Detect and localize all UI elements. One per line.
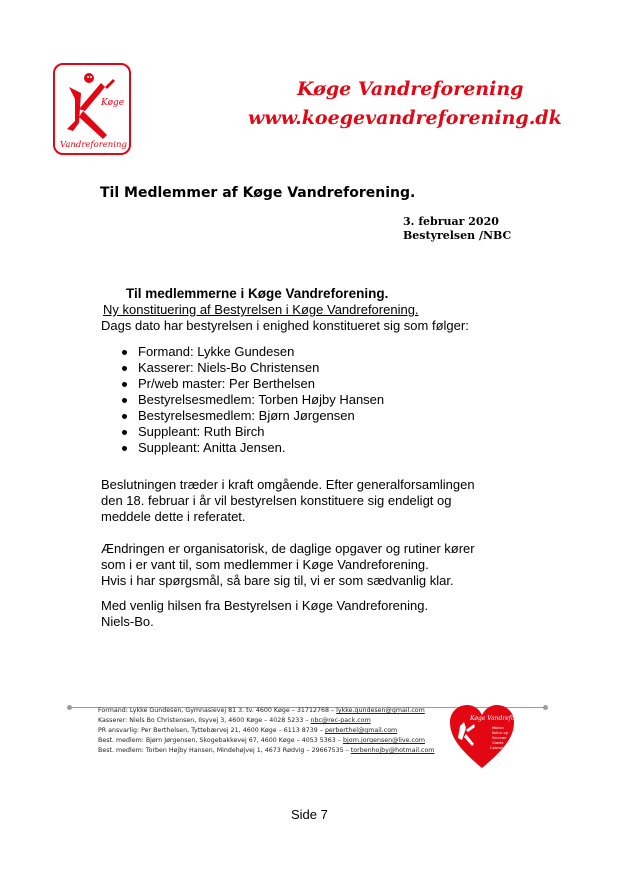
svg-text:Glæde: Glæde bbox=[492, 741, 504, 745]
heart-logo-icon bbox=[448, 704, 535, 770]
divider-end-icon bbox=[543, 705, 548, 710]
signature: Niels-Bo. bbox=[101, 614, 154, 629]
heart-logo-text: Køge Vandreforening bbox=[470, 715, 535, 722]
bullet-icon bbox=[122, 430, 127, 435]
contact-email-link[interactable]: bjorn.jorgensen@live.com bbox=[342, 737, 425, 744]
footer-contact-line bbox=[98, 726, 397, 736]
org-name: Køge Vandreforening bbox=[297, 78, 524, 100]
club-logo bbox=[53, 63, 131, 155]
contact-email-link[interactable]: nbc@rec-pack.com bbox=[310, 717, 371, 724]
list-item bbox=[118, 344, 384, 360]
role-text: Pr/web master: Per Berthelsen bbox=[138, 376, 316, 391]
contact-text: Best. medlem: Torben Højby Hansen, Mindehøjvej 1, 4673 Rødvig – 29667535 – bbox=[98, 747, 351, 754]
bullet-icon bbox=[122, 350, 127, 355]
footer-contact-line bbox=[98, 706, 425, 716]
letter-heading: Til medlemmerne i Køge Vandreforening. bbox=[126, 286, 389, 301]
paragraph-line: Beslutningen træder i kraft omgående. Efter generalforsamlingen bbox=[101, 477, 475, 492]
footer-contact-line bbox=[98, 746, 434, 756]
recipient-line: Til Medlemmer af Køge Vandreforening. bbox=[100, 185, 416, 201]
paragraph-line: som i er vant til, som medlemmer i Køge Vandreforening. bbox=[101, 557, 429, 572]
role-text: Bestyrelsesmedlem: Torben Højby Hansen bbox=[138, 392, 385, 407]
contact-text: Kasserer: Niels Bo Christensen, Ilsyvej 3, 4600 Køge – 4028 5233 – bbox=[98, 717, 311, 724]
role-text: Formand: Lykke Gundesen bbox=[138, 344, 295, 359]
list-item bbox=[118, 424, 384, 440]
letter-intro: Dags dato har bestyrelsen i enighed konstitueret sig som følger: bbox=[101, 318, 469, 333]
bullet-icon bbox=[122, 366, 127, 371]
letter-subheading: Ny konstituering af Bestyrelsen i Køge Vandreforening. bbox=[103, 302, 419, 317]
letter-date: 3. februar 2020 bbox=[403, 215, 499, 228]
letter-sender: Bestyrelsen /NBC bbox=[403, 229, 512, 242]
footer-contact-line bbox=[98, 736, 425, 746]
contact-text: Formand: Lykke Gundesen, Gymnasievej 81 3. tv. 4600 Køge – 31712768 – bbox=[98, 707, 337, 714]
contact-email-link[interactable]: torbenhojby@hotmail.com bbox=[350, 747, 435, 754]
closing: Med venlig hilsen fra Bestyrelsen i Køge Vandreforening. bbox=[101, 598, 429, 613]
logo-caption: Vandreforening bbox=[60, 140, 127, 150]
contact-text: Best. medlem: Bjørn Jørgensen, Skogebakkevej 67, 4600 Køge – 4053 5363 – bbox=[98, 737, 343, 744]
bullet-icon bbox=[122, 446, 127, 451]
org-url: www.koegevandreforening.dk bbox=[248, 107, 562, 129]
paragraph-effective bbox=[101, 477, 475, 525]
paragraph-line: Ændringen er organisatorisk, de daglige opgaver og rutiner kører bbox=[101, 541, 475, 556]
board-roles-list bbox=[118, 344, 384, 456]
contact-email-link[interactable]: lykke.gundesen@gmail.com bbox=[336, 707, 425, 714]
list-item bbox=[118, 408, 384, 424]
role-text: Kasserer: Niels-Bo Christensen bbox=[138, 360, 320, 375]
hiker-logo-icon bbox=[55, 65, 129, 153]
paragraph-changes bbox=[101, 541, 475, 589]
role-text: Suppleant: Anitta Jensen. bbox=[138, 440, 286, 455]
svg-text:Kultur og: Kultur og bbox=[492, 731, 508, 735]
paragraph-line: Hvis i har spørgsmål, så bare sig til, vi er som sædvanlig klar. bbox=[101, 573, 454, 588]
role-text: Suppleant: Ruth Birch bbox=[138, 424, 265, 439]
page-number: Side 7 bbox=[291, 807, 328, 822]
svg-text:Samvær: Samvær bbox=[492, 736, 507, 740]
contact-text: PR ansvarlig: Per Berthelsen, Tyttebærvej 21, 4600 Køge – 6113 8739 – bbox=[98, 727, 325, 734]
paragraph-line: den 18. februar i år vil bestyrelsen konstituere sig endeligt og bbox=[101, 493, 452, 508]
footer-contact-line bbox=[98, 716, 371, 726]
list-item bbox=[118, 392, 384, 408]
list-item bbox=[118, 440, 384, 456]
list-item bbox=[118, 376, 384, 392]
svg-text:Motion: Motion bbox=[492, 726, 504, 730]
logo-koge-text: Køge bbox=[101, 98, 125, 108]
bullet-icon bbox=[122, 398, 127, 403]
bullet-icon bbox=[122, 382, 127, 387]
contact-email-link[interactable]: perberthel@gmail.com bbox=[324, 727, 398, 734]
bullet-icon bbox=[122, 414, 127, 419]
paragraph-line: meddele dette i referatet. bbox=[101, 509, 246, 524]
list-item bbox=[118, 360, 384, 376]
divider-end-icon bbox=[67, 705, 72, 710]
role-text: Bestyrelsesmedlem: Bjørn Jørgensen bbox=[138, 408, 355, 423]
svg-text:Oplevelser: Oplevelser bbox=[490, 746, 509, 750]
